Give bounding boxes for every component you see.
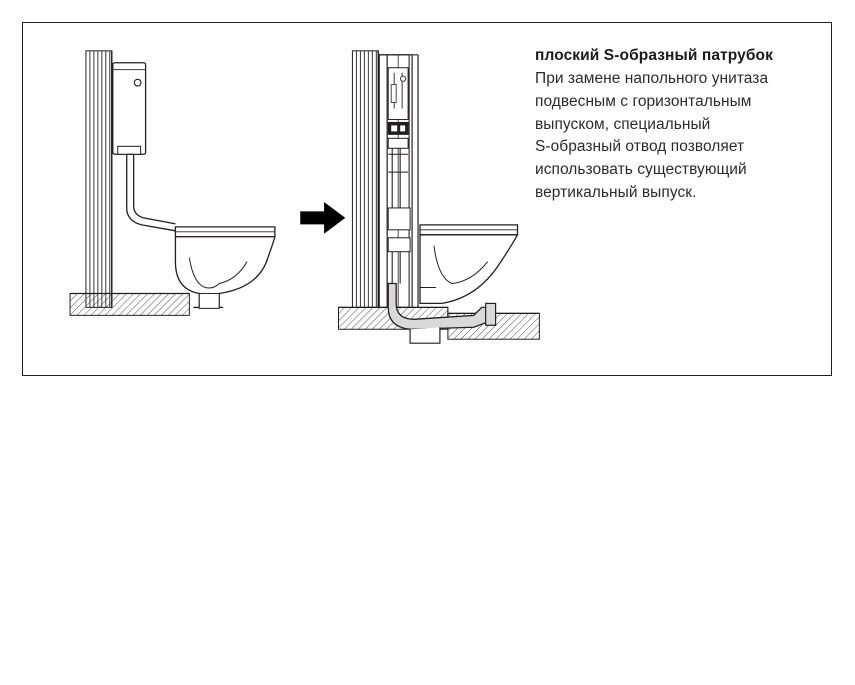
flush-pipe-left xyxy=(127,154,176,231)
caption-title: плоский S-образный патрубок xyxy=(535,47,773,64)
vertical-outlet-left xyxy=(199,293,219,308)
wall-section-right xyxy=(352,51,378,308)
caption-block xyxy=(535,45,815,205)
wall-cistern xyxy=(113,63,146,154)
wall-section-left xyxy=(86,51,112,308)
caption-line: подвесным с горизонтальным xyxy=(535,92,752,110)
arrow-right-icon xyxy=(301,203,345,233)
caption-line: использовать существующий xyxy=(535,161,747,179)
caption-body xyxy=(535,68,815,205)
caption-line: выпуском, специальный xyxy=(535,115,711,133)
caption-line: S-образный отвод позволяет xyxy=(535,138,745,156)
right-illustration xyxy=(339,51,540,343)
figure-frame xyxy=(22,22,832,376)
floor-standing-toilet xyxy=(175,227,274,308)
caption-line: вертикальный выпуск. xyxy=(535,183,697,201)
wall-hung-toilet xyxy=(420,225,517,304)
left-illustration xyxy=(70,51,275,315)
floor-slab-left xyxy=(70,293,189,315)
caption-line: При замене напольного унитаза xyxy=(535,70,769,87)
